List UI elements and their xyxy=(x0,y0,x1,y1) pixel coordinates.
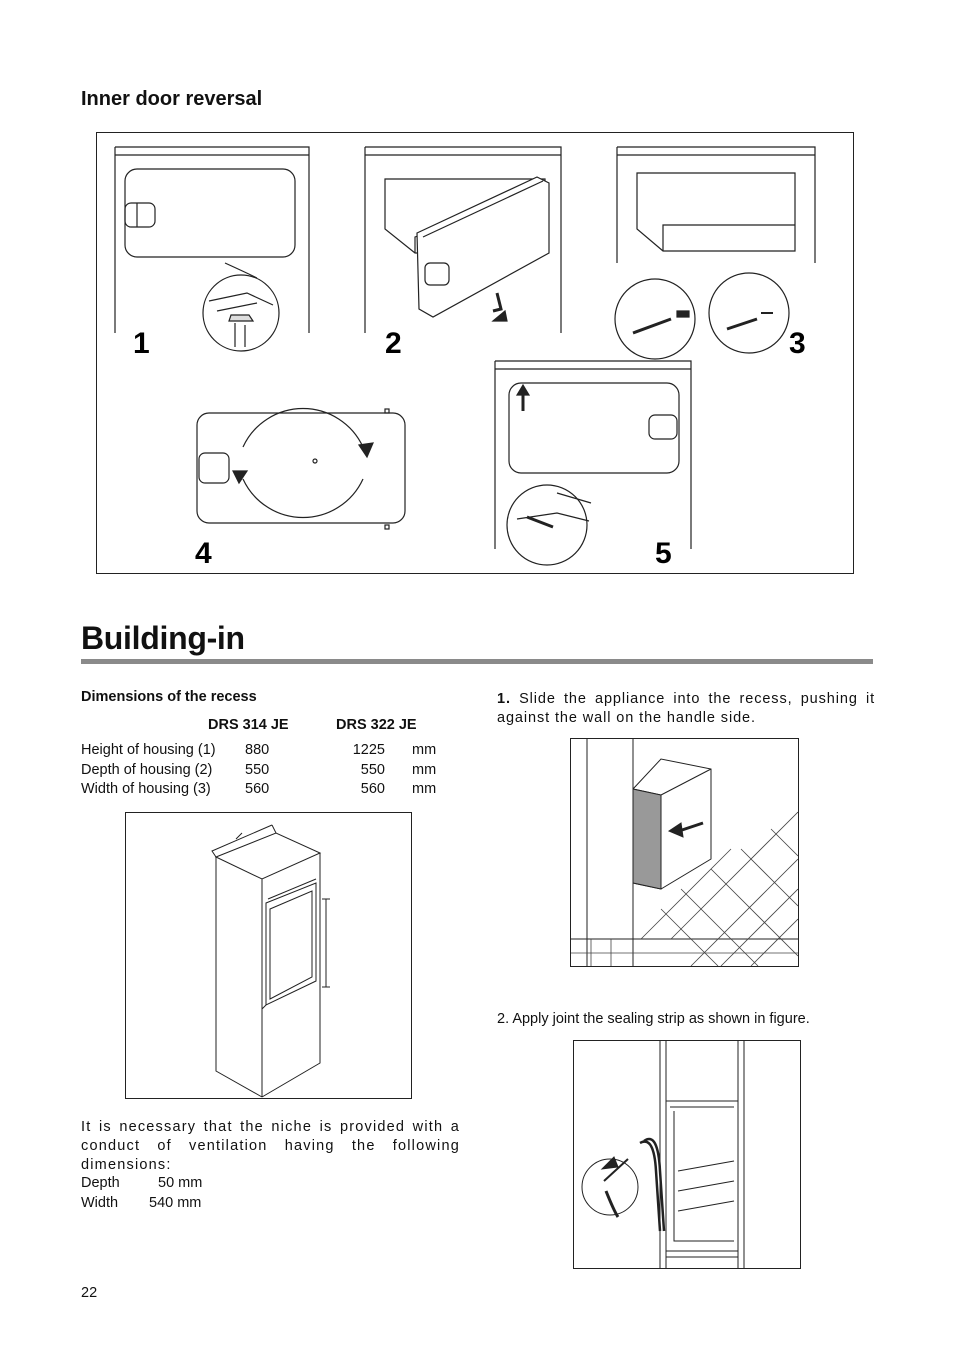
ventilation-paragraph: It is necessary that the niche is provided with a conduct of ventilation having the following dimensions: xyxy=(81,1119,460,1173)
row-label: Height of housing (1) xyxy=(81,742,216,758)
step-3-drawing xyxy=(615,147,815,359)
step-label-3: 3 xyxy=(789,327,806,360)
vent-depth-value: 50 mm xyxy=(158,1175,203,1191)
section-title-inner-door-reversal: Inner door reversal xyxy=(81,88,263,110)
door-reversal-illustration xyxy=(97,133,853,573)
row-unit: mm xyxy=(412,762,437,778)
section-divider xyxy=(81,659,873,664)
housing-illustration xyxy=(126,813,411,1098)
row-value-1: 560 xyxy=(245,781,270,797)
row-unit: mm xyxy=(412,781,437,797)
vent-depth-label: Depth xyxy=(81,1175,120,1191)
step-label-1: 1 xyxy=(133,327,150,360)
row-value-1: 880 xyxy=(245,742,270,758)
step-label-5: 5 xyxy=(655,537,672,570)
vent-width-label: Width xyxy=(81,1195,119,1211)
step-1-number: 1. xyxy=(497,691,511,707)
row-label: Width of housing (3) xyxy=(81,781,211,797)
section-title-building-in: Building-in xyxy=(81,620,245,656)
row-value-2: 1225 xyxy=(352,742,385,758)
dimensions-title: Dimensions of the recess xyxy=(81,689,257,705)
slide-appliance-illustration xyxy=(571,739,798,966)
row-label: Depth of housing (2) xyxy=(81,762,213,778)
step-2-drawing xyxy=(365,147,561,333)
step-1-drawing xyxy=(115,147,309,351)
model-header-1: DRS 314 JE xyxy=(208,717,289,733)
row-value-1: 550 xyxy=(245,762,270,778)
slide-appliance-figure xyxy=(570,738,799,967)
step-1-text: Slide the appliance into the recess, pushing it against the wall on the handle side. xyxy=(497,691,875,726)
step-2-instruction: 2. Apply joint the sealing strip as shown in figure. xyxy=(497,1011,810,1027)
sealing-strip-figure xyxy=(573,1040,801,1269)
recess-housing-figure xyxy=(125,812,412,1099)
row-unit: mm xyxy=(412,742,437,758)
step-label-4: 4 xyxy=(195,537,212,570)
step-1-instruction xyxy=(497,690,875,728)
step-4-drawing xyxy=(197,408,405,529)
vent-width-value: 540 mm xyxy=(149,1195,202,1211)
step-5-drawing xyxy=(495,361,691,565)
page-number: 22 xyxy=(81,1285,98,1301)
row-value-2: 550 xyxy=(360,762,385,778)
sealing-strip-illustration xyxy=(574,1041,800,1268)
step-label-2: 2 xyxy=(385,327,402,360)
model-header-2: DRS 322 JE xyxy=(336,717,417,733)
row-value-2: 560 xyxy=(360,781,385,797)
door-reversal-figure xyxy=(96,132,854,574)
